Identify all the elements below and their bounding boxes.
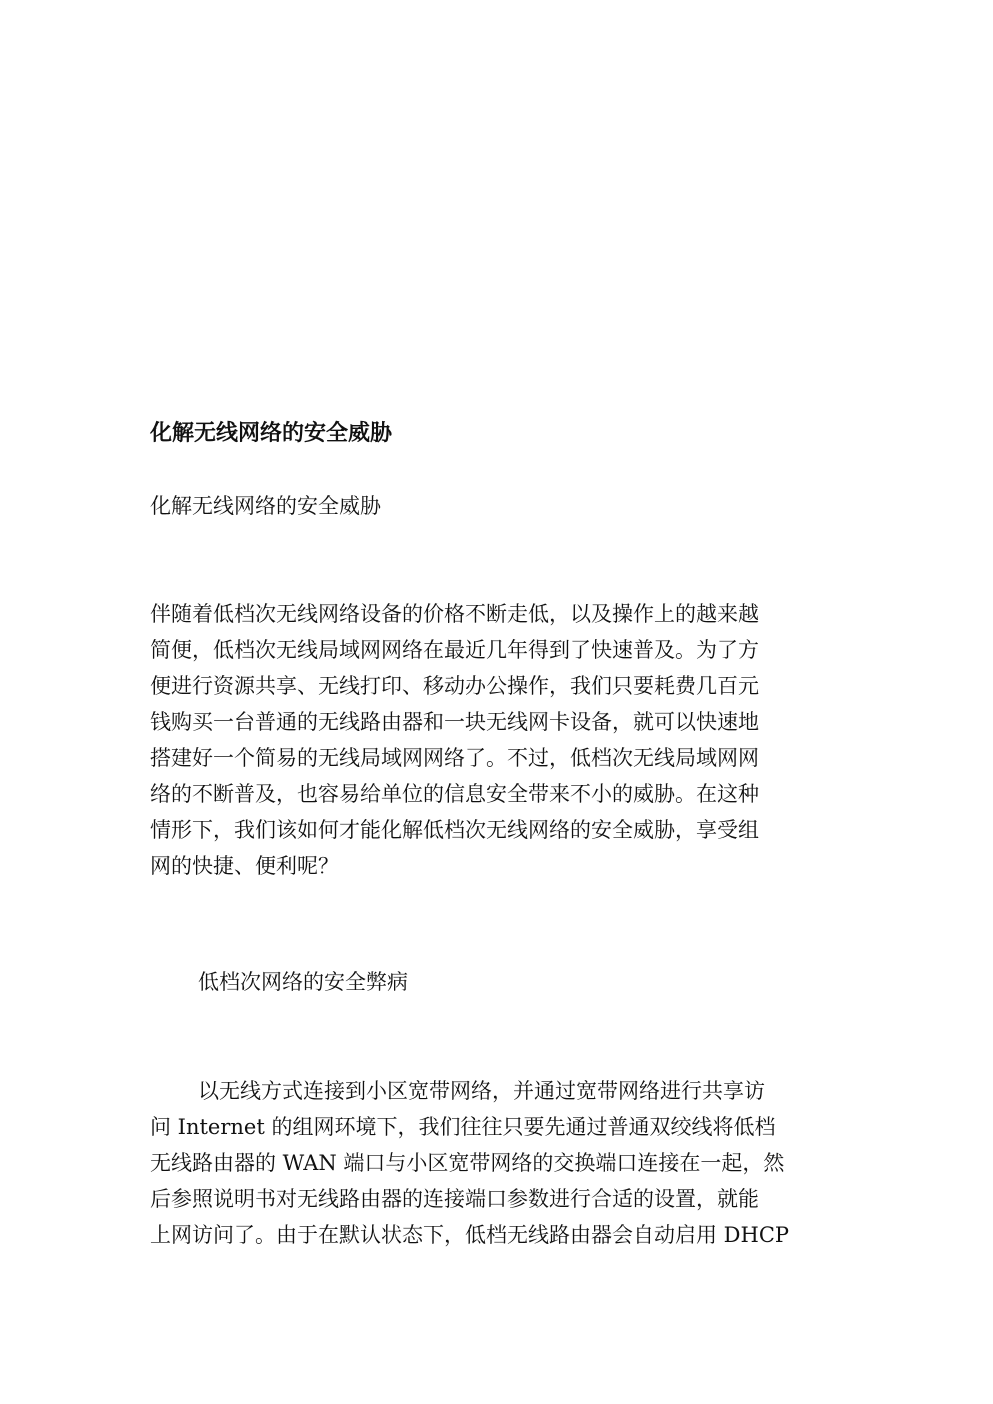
paragraph-line: 简便，低档次无线局域网网络在最近几年得到了快速普及。为了方 <box>150 638 759 662</box>
paragraph-line: 以无线方式连接到小区宽带网络，并通过宽带网络进行共享访 <box>198 1079 765 1103</box>
document-subtitle: 化解无线网络的安全威胁 <box>150 494 381 518</box>
intro-paragraph <box>150 596 840 884</box>
paragraph-line: 钱购买一台普通的无线路由器和一块无线网卡设备，就可以快速地 <box>150 710 759 734</box>
section-heading: 低档次网络的安全弊病 <box>198 970 408 994</box>
paragraph-line: 络的不断普及，也容易给单位的信息安全带来不小的威胁。在这种 <box>150 782 759 806</box>
paragraph-line: 便进行资源共享、无线打印、移动办公操作，我们只要耗费几百元 <box>150 674 759 698</box>
paragraph-line: 网的快捷、便利呢？ <box>150 854 339 878</box>
document-title: 化解无线网络的安全威胁 <box>150 420 393 446</box>
paragraph-line: 后参照说明书对无线路由器的连接端口参数进行合适的设置，就能 <box>150 1187 759 1211</box>
paragraph-line: 上网访问了。由于在默认状态下，低档无线路由器会自动启用 DHCP <box>150 1223 790 1247</box>
paragraph-line: 无线路由器的 WAN 端口与小区宽带网络的交换端口连接在一起，然 <box>150 1151 785 1175</box>
body-paragraph <box>150 1073 840 1253</box>
paragraph-line: 搭建好一个简易的无线局域网网络了。不过，低档次无线局域网网 <box>150 746 759 770</box>
paragraph-line: 问 Internet 的组网环境下，我们往往只要先通过普通双绞线将低档 <box>150 1115 776 1139</box>
paragraph-line: 伴随着低档次无线网络设备的价格不断走低，以及操作上的越来越 <box>150 602 759 626</box>
paragraph-line: 情形下，我们该如何才能化解低档次无线网络的安全威胁，享受组 <box>150 818 759 842</box>
